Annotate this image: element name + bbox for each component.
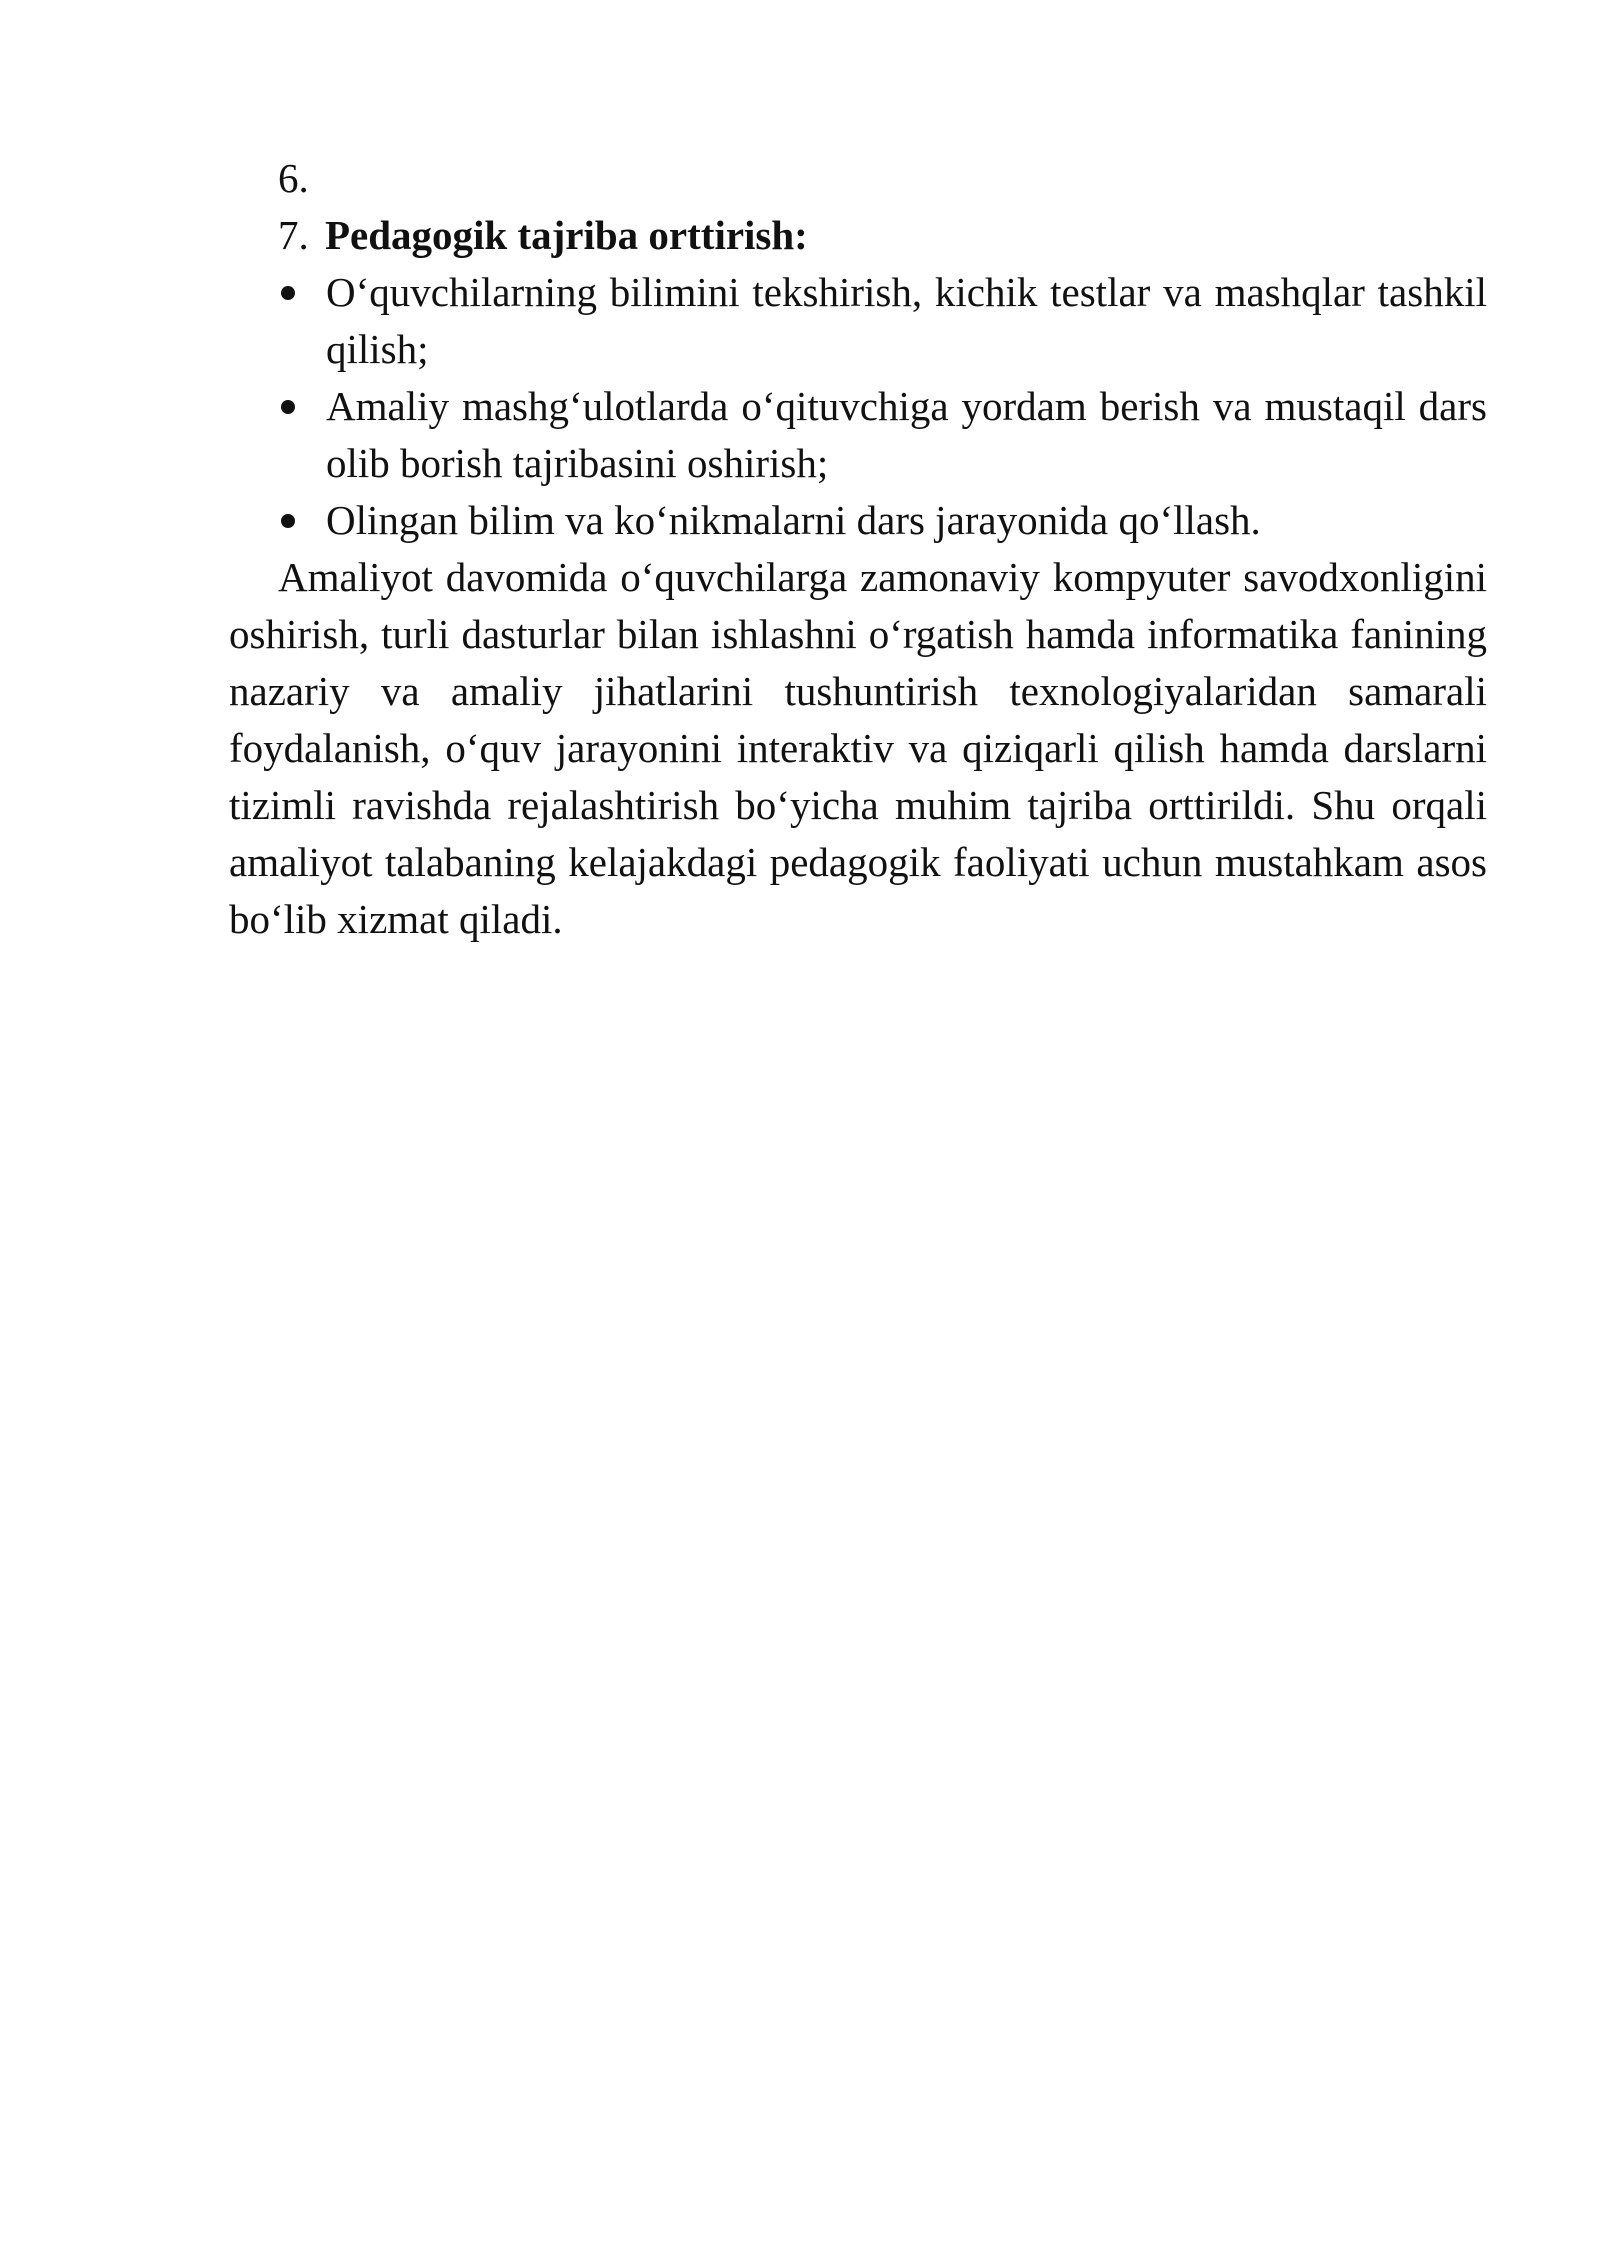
list-item-7	[229, 207, 1487, 264]
body-paragraph: Amaliyot davomida o‘quvchilarga zamonaviy kompyuter savodxonligini oshirish, turli dasturlar bilan ishlashni o‘rgatish hamda informatika fanining nazariy va amaliy jihatlarini tushuntirish texnologiyalaridan samarali foydalanish, o‘quv jarayonini interaktiv va qiziqarli qilish hamda darslarni tizimli ravishda rejalashtirish bo‘yicha muhim tajriba orttirildi. Shu orqali amaliyot talabaning kelajakdagi pedagogik faoliyati uchun mustahkam asos bo‘lib xizmat qiladi.	[229, 554, 1487, 942]
bullet-text: Olingan bilim va ko‘nikmalarni dars jarayonida qo‘llash.	[326, 497, 1261, 543]
bullet-icon	[278, 378, 326, 492]
bullet-item	[229, 492, 1487, 549]
bullet-icon	[278, 492, 326, 549]
bullet-item	[229, 264, 1487, 378]
bullet-list	[229, 264, 1487, 549]
list-item-6	[229, 150, 1487, 207]
bullet-text: Amaliy mashg‘ulotlarda o‘qituvchiga yordam berish va mustaqil dars olib borish tajribasini oshirish;	[326, 383, 1487, 486]
bullet-text: O‘quvchilarning bilimini tekshirish, kichik testlar va mashqlar tashkil qilish;	[326, 269, 1487, 372]
bullet-icon	[278, 264, 326, 378]
section-heading: Pedagogik tajriba orttirish:	[325, 212, 808, 258]
page-content	[229, 150, 1487, 948]
bullet-item	[229, 378, 1487, 492]
list-number: 7.	[278, 212, 309, 258]
list-number: 6.	[278, 155, 309, 201]
